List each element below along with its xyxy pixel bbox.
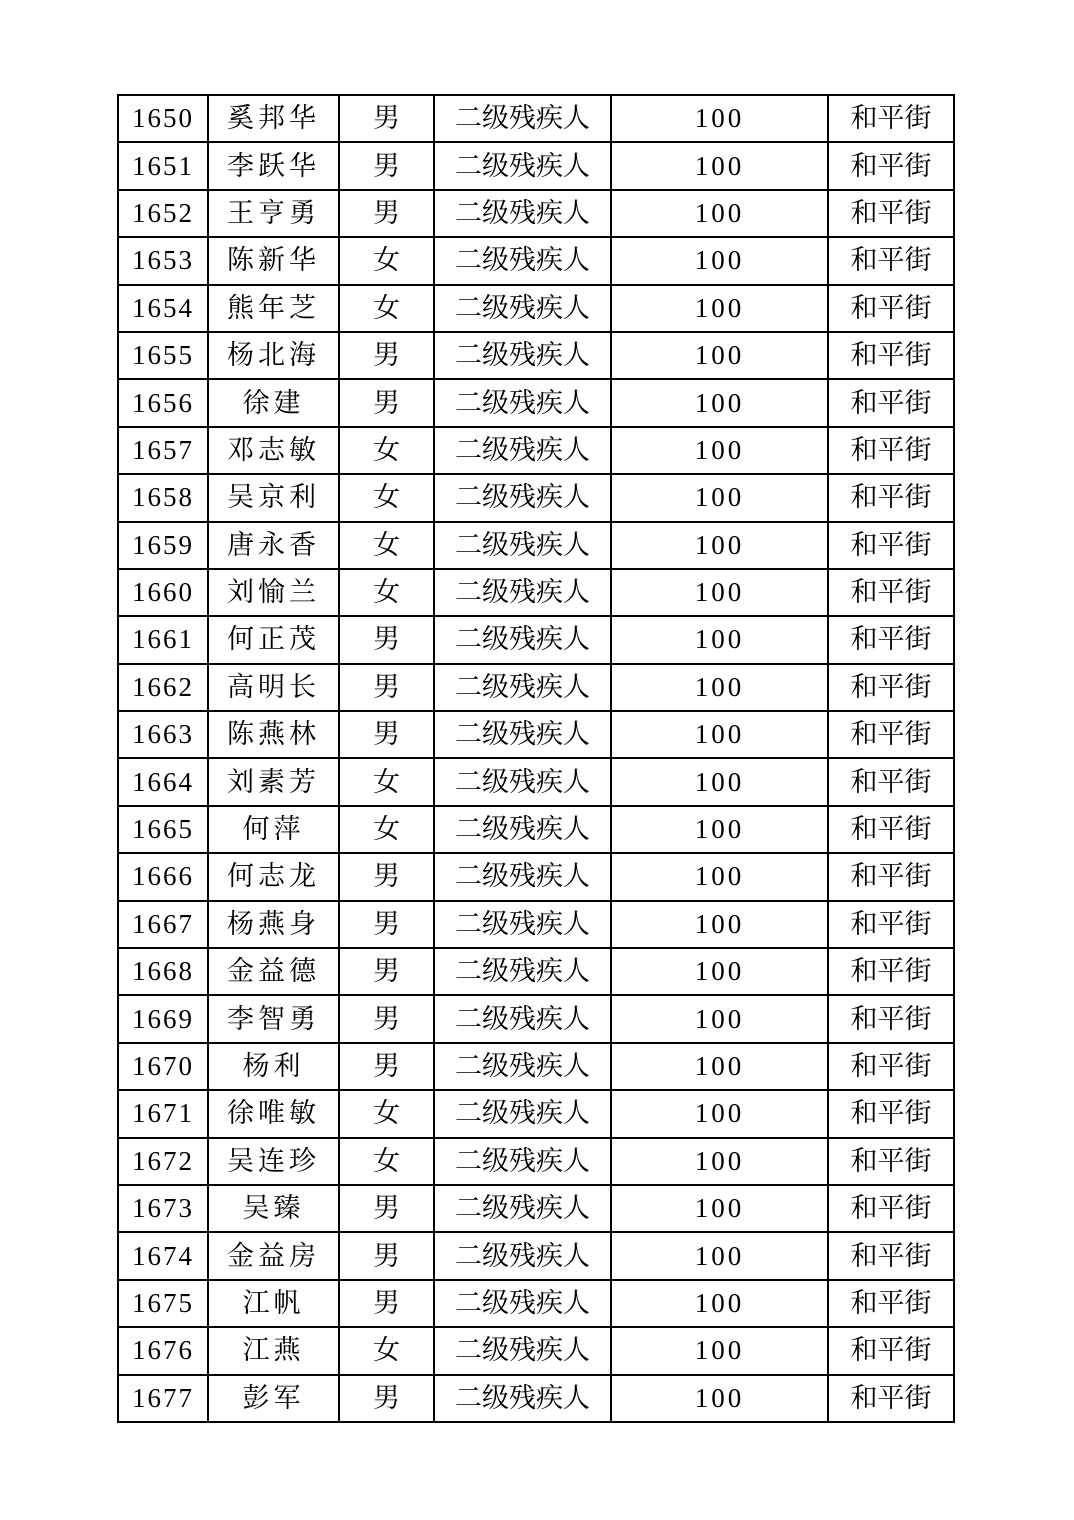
cell-serial-number: 1675 [118,1280,208,1327]
cell-person-name: 杨利 [208,1043,339,1090]
cell-street: 和平街 [828,948,954,995]
cell-category: 二级残疾人 [434,664,611,711]
cell-serial-number: 1672 [118,1138,208,1185]
cell-category: 二级残疾人 [434,285,611,332]
table-row [118,1090,954,1137]
cell-category: 二级残疾人 [434,95,611,142]
cell-amount: 100 [611,616,828,663]
table-row [118,901,954,948]
table-row [118,332,954,379]
cell-street: 和平街 [828,664,954,711]
cell-street: 和平街 [828,285,954,332]
cell-person-name: 奚邦华 [208,95,339,142]
cell-street: 和平街 [828,1280,954,1327]
table-row [118,711,954,758]
cell-gender: 女 [339,1327,434,1374]
cell-amount: 100 [611,142,828,189]
cell-category: 二级残疾人 [434,901,611,948]
cell-category: 二级残疾人 [434,948,611,995]
cell-amount: 100 [611,806,828,853]
cell-serial-number: 1664 [118,758,208,805]
cell-category: 二级残疾人 [434,1280,611,1327]
cell-category: 二级残疾人 [434,1090,611,1137]
cell-amount: 100 [611,1232,828,1279]
cell-street: 和平街 [828,1375,954,1422]
cell-gender: 男 [339,190,434,237]
cell-amount: 100 [611,569,828,616]
cell-category: 二级残疾人 [434,1138,611,1185]
cell-amount: 100 [611,758,828,805]
cell-category: 二级残疾人 [434,142,611,189]
cell-amount: 100 [611,1043,828,1090]
cell-street: 和平街 [828,427,954,474]
cell-amount: 100 [611,95,828,142]
cell-gender: 男 [339,995,434,1042]
cell-person-name: 江燕 [208,1327,339,1374]
table-row [118,806,954,853]
cell-serial-number: 1666 [118,853,208,900]
cell-street: 和平街 [828,569,954,616]
table-row [118,285,954,332]
cell-amount: 100 [611,1138,828,1185]
cell-serial-number: 1674 [118,1232,208,1279]
table-row [118,995,954,1042]
cell-person-name: 徐建 [208,379,339,426]
cell-amount: 100 [611,379,828,426]
cell-gender: 男 [339,664,434,711]
cell-street: 和平街 [828,237,954,284]
cell-serial-number: 1655 [118,332,208,379]
cell-serial-number: 1660 [118,569,208,616]
cell-category: 二级残疾人 [434,190,611,237]
cell-category: 二级残疾人 [434,853,611,900]
cell-street: 和平街 [828,1327,954,1374]
cell-amount: 100 [611,995,828,1042]
cell-serial-number: 1676 [118,1327,208,1374]
cell-person-name: 王亨勇 [208,190,339,237]
cell-gender: 女 [339,569,434,616]
cell-category: 二级残疾人 [434,1043,611,1090]
cell-street: 和平街 [828,1090,954,1137]
cell-person-name: 唐永香 [208,522,339,569]
cell-gender: 男 [339,853,434,900]
table-row [118,1043,954,1090]
cell-gender: 男 [339,901,434,948]
cell-person-name: 何正茂 [208,616,339,663]
cell-gender: 女 [339,1090,434,1137]
cell-category: 二级残疾人 [434,711,611,758]
cell-person-name: 江帆 [208,1280,339,1327]
table-row [118,237,954,284]
cell-serial-number: 1663 [118,711,208,758]
cell-amount: 100 [611,1090,828,1137]
cell-serial-number: 1658 [118,474,208,521]
cell-amount: 100 [611,285,828,332]
table-row [118,1185,954,1232]
cell-serial-number: 1656 [118,379,208,426]
cell-person-name: 何萍 [208,806,339,853]
table-row [118,1327,954,1374]
table-row [118,522,954,569]
cell-serial-number: 1665 [118,806,208,853]
table-row [118,948,954,995]
cell-street: 和平街 [828,806,954,853]
cell-category: 二级残疾人 [434,758,611,805]
cell-person-name: 刘愉兰 [208,569,339,616]
cell-gender: 男 [339,332,434,379]
cell-person-name: 高明长 [208,664,339,711]
cell-street: 和平街 [828,616,954,663]
cell-person-name: 彭军 [208,1375,339,1422]
cell-amount: 100 [611,664,828,711]
cell-person-name: 吴京利 [208,474,339,521]
cell-person-name: 杨燕身 [208,901,339,948]
cell-serial-number: 1652 [118,190,208,237]
cell-person-name: 刘素芳 [208,758,339,805]
cell-gender: 女 [339,237,434,284]
cell-serial-number: 1673 [118,1185,208,1232]
table-row [118,1280,954,1327]
table-row [118,427,954,474]
cell-category: 二级残疾人 [434,474,611,521]
cell-amount: 100 [611,427,828,474]
cell-amount: 100 [611,1375,828,1422]
cell-street: 和平街 [828,190,954,237]
cell-person-name: 金益德 [208,948,339,995]
cell-gender: 男 [339,1232,434,1279]
table-row [118,1232,954,1279]
cell-gender: 女 [339,522,434,569]
cell-person-name: 吴臻 [208,1185,339,1232]
table-row [118,569,954,616]
cell-person-name: 何志龙 [208,853,339,900]
cell-gender: 女 [339,474,434,521]
cell-serial-number: 1661 [118,616,208,663]
cell-serial-number: 1650 [118,95,208,142]
cell-gender: 男 [339,379,434,426]
cell-gender: 男 [339,95,434,142]
cell-category: 二级残疾人 [434,995,611,1042]
table-row [118,1375,954,1422]
cell-gender: 男 [339,1043,434,1090]
cell-street: 和平街 [828,474,954,521]
cell-street: 和平街 [828,95,954,142]
cell-gender: 男 [339,616,434,663]
cell-person-name: 熊年芝 [208,285,339,332]
table-body [118,95,954,1422]
cell-serial-number: 1657 [118,427,208,474]
cell-person-name: 徐唯敏 [208,1090,339,1137]
cell-category: 二级残疾人 [434,1185,611,1232]
cell-serial-number: 1662 [118,664,208,711]
table-row [118,379,954,426]
cell-street: 和平街 [828,1232,954,1279]
cell-gender: 男 [339,142,434,189]
cell-gender: 男 [339,1185,434,1232]
cell-street: 和平街 [828,522,954,569]
table-row [118,664,954,711]
cell-gender: 男 [339,948,434,995]
cell-person-name: 陈燕林 [208,711,339,758]
cell-amount: 100 [611,853,828,900]
table-row [118,474,954,521]
table-row [118,758,954,805]
cell-gender: 男 [339,1280,434,1327]
cell-serial-number: 1653 [118,237,208,284]
cell-street: 和平街 [828,853,954,900]
cell-serial-number: 1671 [118,1090,208,1137]
cell-category: 二级残疾人 [434,569,611,616]
cell-person-name: 陈新华 [208,237,339,284]
table-row [118,95,954,142]
cell-category: 二级残疾人 [434,1232,611,1279]
cell-person-name: 李跃华 [208,142,339,189]
cell-amount: 100 [611,1185,828,1232]
cell-serial-number: 1667 [118,901,208,948]
cell-street: 和平街 [828,901,954,948]
cell-gender: 女 [339,285,434,332]
cell-amount: 100 [611,711,828,758]
cell-amount: 100 [611,901,828,948]
cell-street: 和平街 [828,995,954,1042]
cell-street: 和平街 [828,1138,954,1185]
cell-street: 和平街 [828,758,954,805]
cell-street: 和平街 [828,142,954,189]
cell-serial-number: 1659 [118,522,208,569]
cell-person-name: 杨北海 [208,332,339,379]
cell-gender: 男 [339,1375,434,1422]
cell-category: 二级残疾人 [434,806,611,853]
subsidy-roster-table [117,94,955,1423]
cell-person-name: 邓志敏 [208,427,339,474]
table-row [118,142,954,189]
cell-street: 和平街 [828,1043,954,1090]
cell-gender: 女 [339,758,434,805]
cell-street: 和平街 [828,332,954,379]
cell-serial-number: 1668 [118,948,208,995]
cell-category: 二级残疾人 [434,379,611,426]
cell-street: 和平街 [828,379,954,426]
table-row [118,616,954,663]
cell-category: 二级残疾人 [434,616,611,663]
cell-category: 二级残疾人 [434,1327,611,1374]
cell-category: 二级残疾人 [434,237,611,284]
cell-person-name: 吴连珍 [208,1138,339,1185]
cell-category: 二级残疾人 [434,427,611,474]
cell-gender: 男 [339,711,434,758]
cell-category: 二级残疾人 [434,522,611,569]
cell-person-name: 李智勇 [208,995,339,1042]
cell-serial-number: 1654 [118,285,208,332]
cell-gender: 女 [339,806,434,853]
cell-amount: 100 [611,1327,828,1374]
cell-gender: 女 [339,1138,434,1185]
table-row [118,190,954,237]
cell-serial-number: 1651 [118,142,208,189]
cell-category: 二级残疾人 [434,1375,611,1422]
cell-gender: 女 [339,427,434,474]
cell-person-name: 金益房 [208,1232,339,1279]
cell-serial-number: 1670 [118,1043,208,1090]
table-row [118,1138,954,1185]
cell-serial-number: 1669 [118,995,208,1042]
cell-amount: 100 [611,332,828,379]
cell-amount: 100 [611,190,828,237]
cell-amount: 100 [611,237,828,284]
cell-street: 和平街 [828,711,954,758]
cell-amount: 100 [611,522,828,569]
cell-amount: 100 [611,1280,828,1327]
table-row [118,853,954,900]
cell-amount: 100 [611,474,828,521]
cell-street: 和平街 [828,1185,954,1232]
cell-serial-number: 1677 [118,1375,208,1422]
cell-category: 二级残疾人 [434,332,611,379]
cell-amount: 100 [611,948,828,995]
